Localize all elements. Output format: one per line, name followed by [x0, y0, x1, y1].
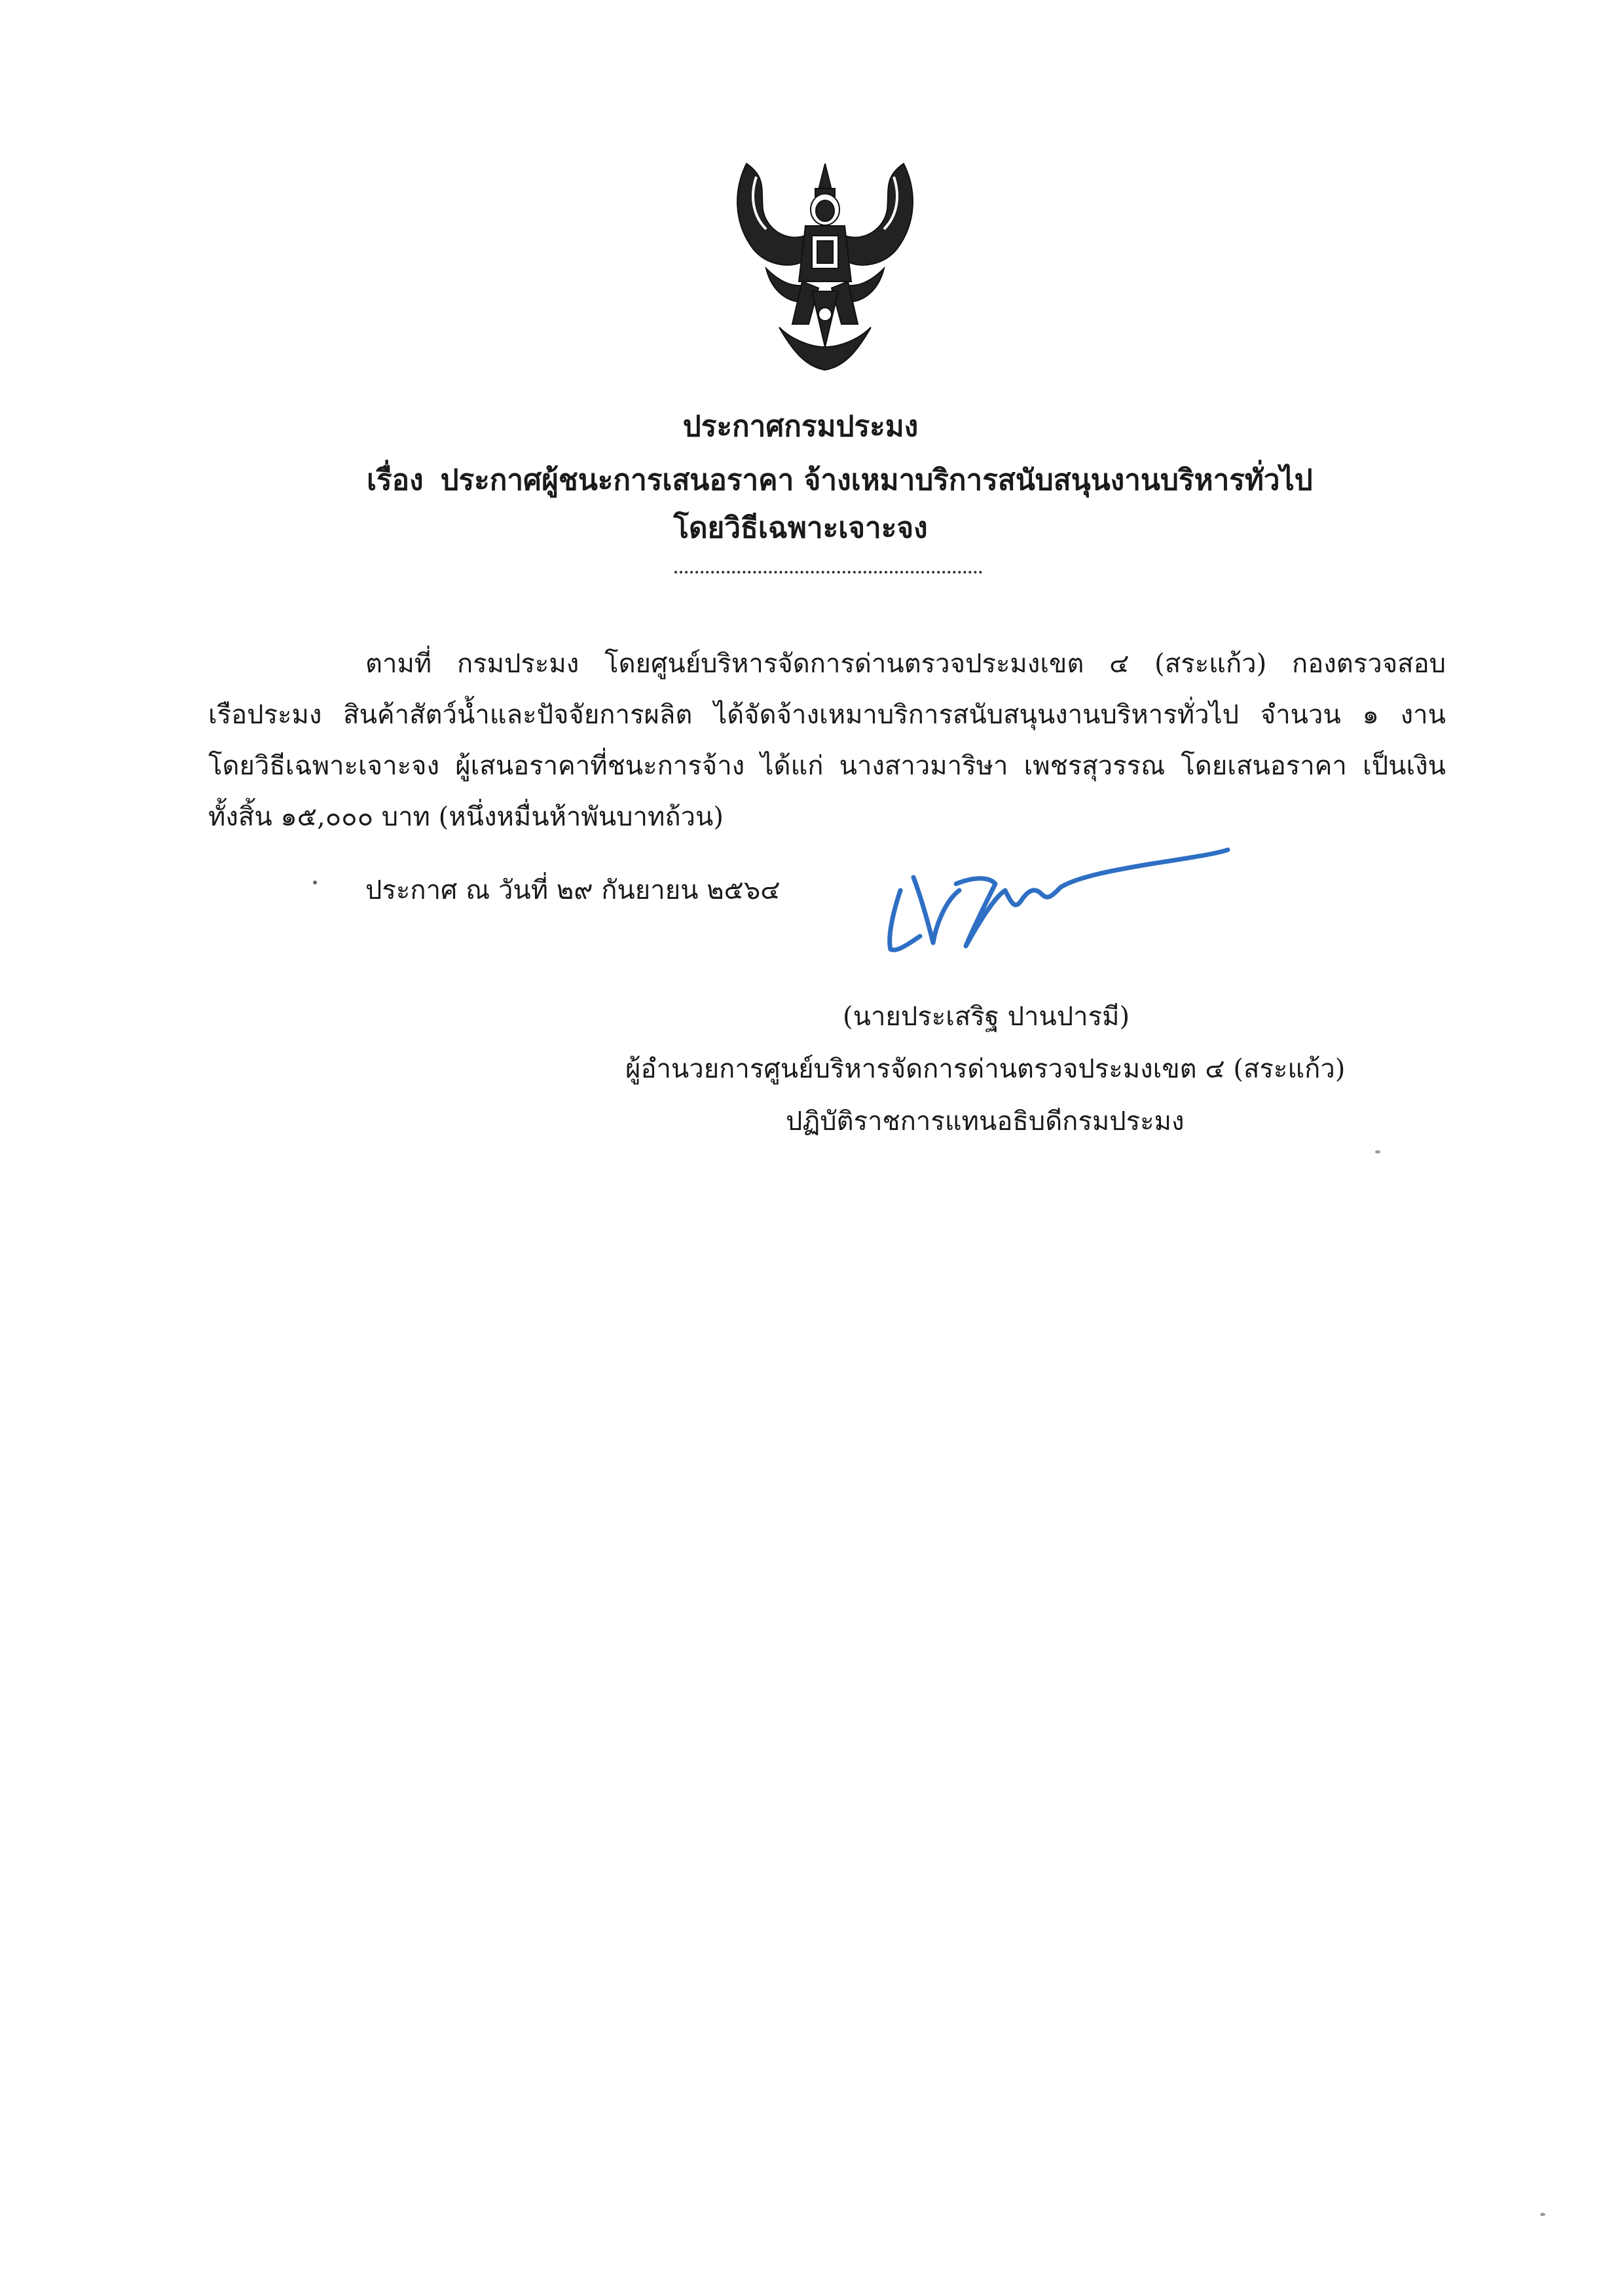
- announcement-date: ประกาศ ณ วันที่ ๒๙ กันยายน ๒๕๖๔: [365, 875, 781, 905]
- announcement-body: [208, 638, 1446, 843]
- procurement-method: โดยวิธีเฉพาะเจาะจง: [673, 511, 928, 545]
- subject-text: ประกาศผู้ชนะการเสนอราคา จ้างเหมาบริการสนับสนุนงานบริหารทั่วไป: [440, 464, 1313, 497]
- scan-speck: [313, 881, 317, 884]
- garuda-emblem-icon: [727, 151, 923, 386]
- body-line: โดยวิธีเฉพาะเจาะจง ผู้เสนอราคาที่ชนะการจ้าง ได้แก่ นางสาวมาริษา เพชรสุวรรณ โดยเสนอราคา เป็นเงิน: [208, 751, 1446, 781]
- body-line: ทั้งสิ้น ๑๕,๐๐๐ บาท (หนึ่งหมื่นห้าพันบาทถ้วน): [208, 802, 724, 832]
- signatory-acting: ปฏิบัติราชการแทนอธิบดีกรมประมง: [786, 1106, 1185, 1137]
- announcement-title: ประกาศกรมประมง: [682, 410, 919, 443]
- scan-speck: [1540, 2213, 1545, 2216]
- subject-label: เรื่อง: [367, 464, 424, 497]
- handwritten-signature: [874, 838, 1241, 962]
- signatory-name: (นายประเสริฐ ปานปารมี): [843, 1002, 1130, 1032]
- scan-speck: [1375, 1150, 1380, 1154]
- body-line: เรือประมง สินค้าสัตว์น้ำและปัจจัยการผลิต ได้จัดจ้างเหมาบริการสนับสนุนงานบริหารทั่วไป จำนวน ๑ งาน: [208, 700, 1446, 730]
- dotted-divider: [674, 571, 982, 574]
- signatory-position: ผู้อำนวยการศูนย์บริหารจัดการด่านตรวจประมงเขต ๔ (สระแก้ว): [625, 1054, 1346, 1084]
- announcement-subject: [367, 466, 1313, 495]
- body-line: ตามที่ กรมประมง โดยศูนย์บริหารจัดการด่านตรวจประมงเขต ๔ (สระแก้ว) กองตรวจสอบ: [365, 649, 1446, 679]
